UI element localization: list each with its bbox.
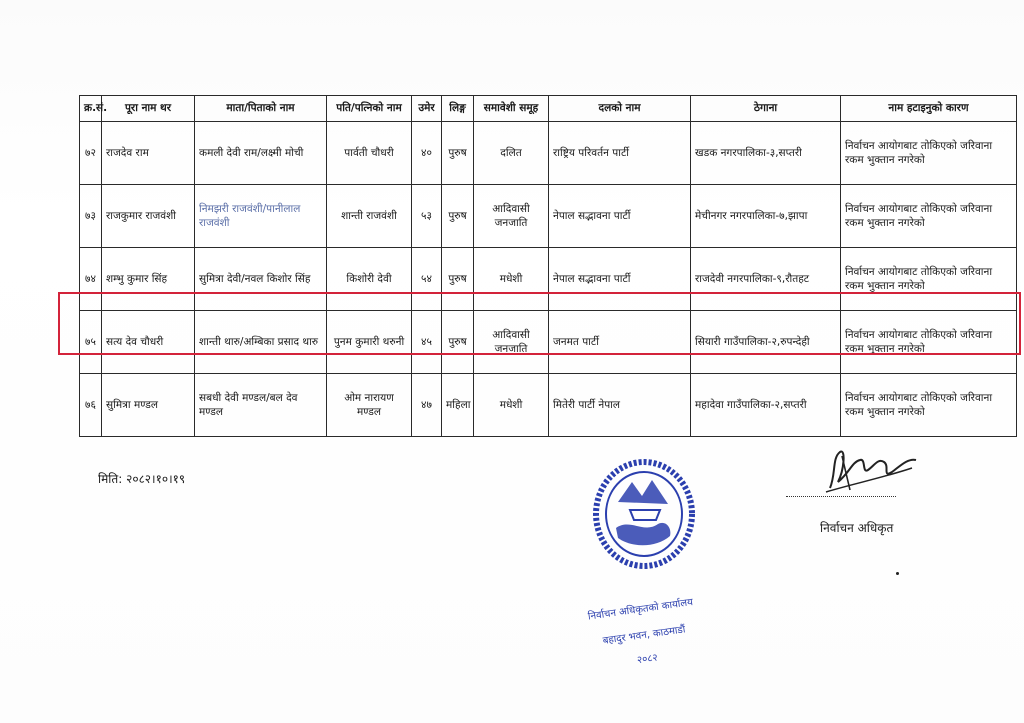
cell-serial: ७५ [80,311,102,374]
cell-spouse: शान्ती राजवंशी [327,185,412,248]
cell-removal-reason: निर्वाचन आयोगबाट तोकिएको जरिवाना रकम भुक्तान नगरेको [841,248,1017,311]
cell-party: मितेरी पार्टी नेपाल [549,374,691,437]
cell-serial: ७२ [80,122,102,185]
cell-address: मेचीनगर नगरपालिका-७,झापा [691,185,841,248]
cell-removal-reason: निर्वाचन आयोगबाट तोकिएको जरिवाना रकम भुक्तान नगरेको [841,122,1017,185]
cell-party: राष्ट्रिय परिवर्तन पार्टी [549,122,691,185]
document-date: मिति: २०८२।१०।१९ [98,472,186,486]
cell-spouse: ओम नारायण मण्डल [327,374,412,437]
cell-full-name: सत्य देव चौधरी [102,311,195,374]
candidate-removal-table [79,95,1017,437]
table-row [80,374,1017,437]
header-spouse: पति/पत्निको नाम [327,96,412,122]
cell-gender: पुरुष [442,248,474,311]
cell-address: महादेवा गाउँपालिका-२,सप्तरी [691,374,841,437]
header-age: उमेर [412,96,442,122]
table-row [80,185,1017,248]
cell-party: नेपाल सद्भावना पार्टी [549,248,691,311]
signature-title: निर्वाचन अधिकृत [820,521,894,535]
header-removal-reason: नाम हटाइनुको कारण [841,96,1017,122]
cell-address: राजदेवी नगरपालिका-९,रौतहट [691,248,841,311]
cell-removal-reason: निर्वाचन आयोगबाट तोकिएको जरिवाना रकम भुक्तान नगरेको [841,311,1017,374]
header-full-name: पूरा नाम थर [102,96,195,122]
header-serial: क्र.सं. [80,96,102,122]
cell-inclusive-group: आदिवासी जनजाति [474,185,549,248]
header-inclusive-group: समावेशी समूह [474,96,549,122]
cell-age: ५३ [412,185,442,248]
header-gender: लिङ्ग [442,96,474,122]
cell-removal-reason: निर्वाचन आयोगबाट तोकिएको जरिवाना रकम भुक्तान नगरेको [841,374,1017,437]
cell-inclusive-group: दलित [474,122,549,185]
cell-full-name: राजकुमार राजवंशी [102,185,195,248]
cell-spouse: पुनम कुमारी थरुनी [327,311,412,374]
header-party: दलको नाम [549,96,691,122]
cell-full-name: शम्भु कुमार सिंह [102,248,195,311]
cell-parents: कमली देवी राम/लक्ष्मी मोची [195,122,327,185]
cell-inclusive-group: आदिवासी जनजाति [474,311,549,374]
cell-address: सियारी गाउँपालिका-२,रुपन्देही [691,311,841,374]
seal-office-name: निर्वाचन अधिकृतको कार्यालय [587,597,694,623]
cell-inclusive-group: मधेशी [474,374,549,437]
table-row [80,122,1017,185]
cell-inclusive-group: मधेशी [474,248,549,311]
cell-parents: शान्ती थारु/अम्बिका प्रसाद थारु [195,311,327,374]
cell-parents: सबधी देवी मण्डल/बल देव मण्डल [195,374,327,437]
svg-text:निर्वाचन अधिकृतको कार्यालय [587,596,694,623]
cell-parents: निमझरी राजवंशी/पानीलाल राजवंशी [195,185,327,248]
cell-gender: पुरुष [442,122,474,185]
cell-age: ५४ [412,248,442,311]
red-highlight-box [58,292,1021,355]
cell-removal-reason: निर्वाचन आयोगबाट तोकिएको जरिवाना रकम भुक्तान नगरेको [841,185,1017,248]
cell-age: ४५ [412,311,442,374]
header-address: ठेगाना [691,96,841,122]
signature-scribble [822,444,922,496]
svg-text:बहादुर भवन, काठमाडौं [602,623,687,647]
table-header-row [80,96,1017,122]
official-seal-stamp [560,462,730,722]
signature-dotted-line [786,496,896,497]
cell-full-name: सुमित्रा मण्डल [102,374,195,437]
cell-party: जनमत पार्टी [549,311,691,374]
cell-spouse: पार्वती चौधरी [327,122,412,185]
cell-address: खडक नगरपालिका-३,सप्तरी [691,122,841,185]
svg-text:२०८२ [636,652,658,666]
cell-spouse: किशोरी देवी [327,248,412,311]
cell-full-name: राजदेव राम [102,122,195,185]
cell-gender: पुरुष [442,311,474,374]
cell-age: ४० [412,122,442,185]
cell-gender: पुरुष [442,185,474,248]
ink-dot [896,572,899,575]
cell-serial: ७४ [80,248,102,311]
cell-gender: महिला [442,374,474,437]
cell-serial: ७३ [80,185,102,248]
cell-party: नेपाल सद्भावना पार्टी [549,185,691,248]
seal-address: बहादुर भवन, काठमाडौं [602,624,687,647]
cell-serial: ७६ [80,374,102,437]
header-parents: माता/पिताको नाम [195,96,327,122]
cell-age: ४७ [412,374,442,437]
cell-parents: सुमित्रा देवी/नवल किशोर सिंह [195,248,327,311]
seal-year: २०८२ [636,652,659,667]
